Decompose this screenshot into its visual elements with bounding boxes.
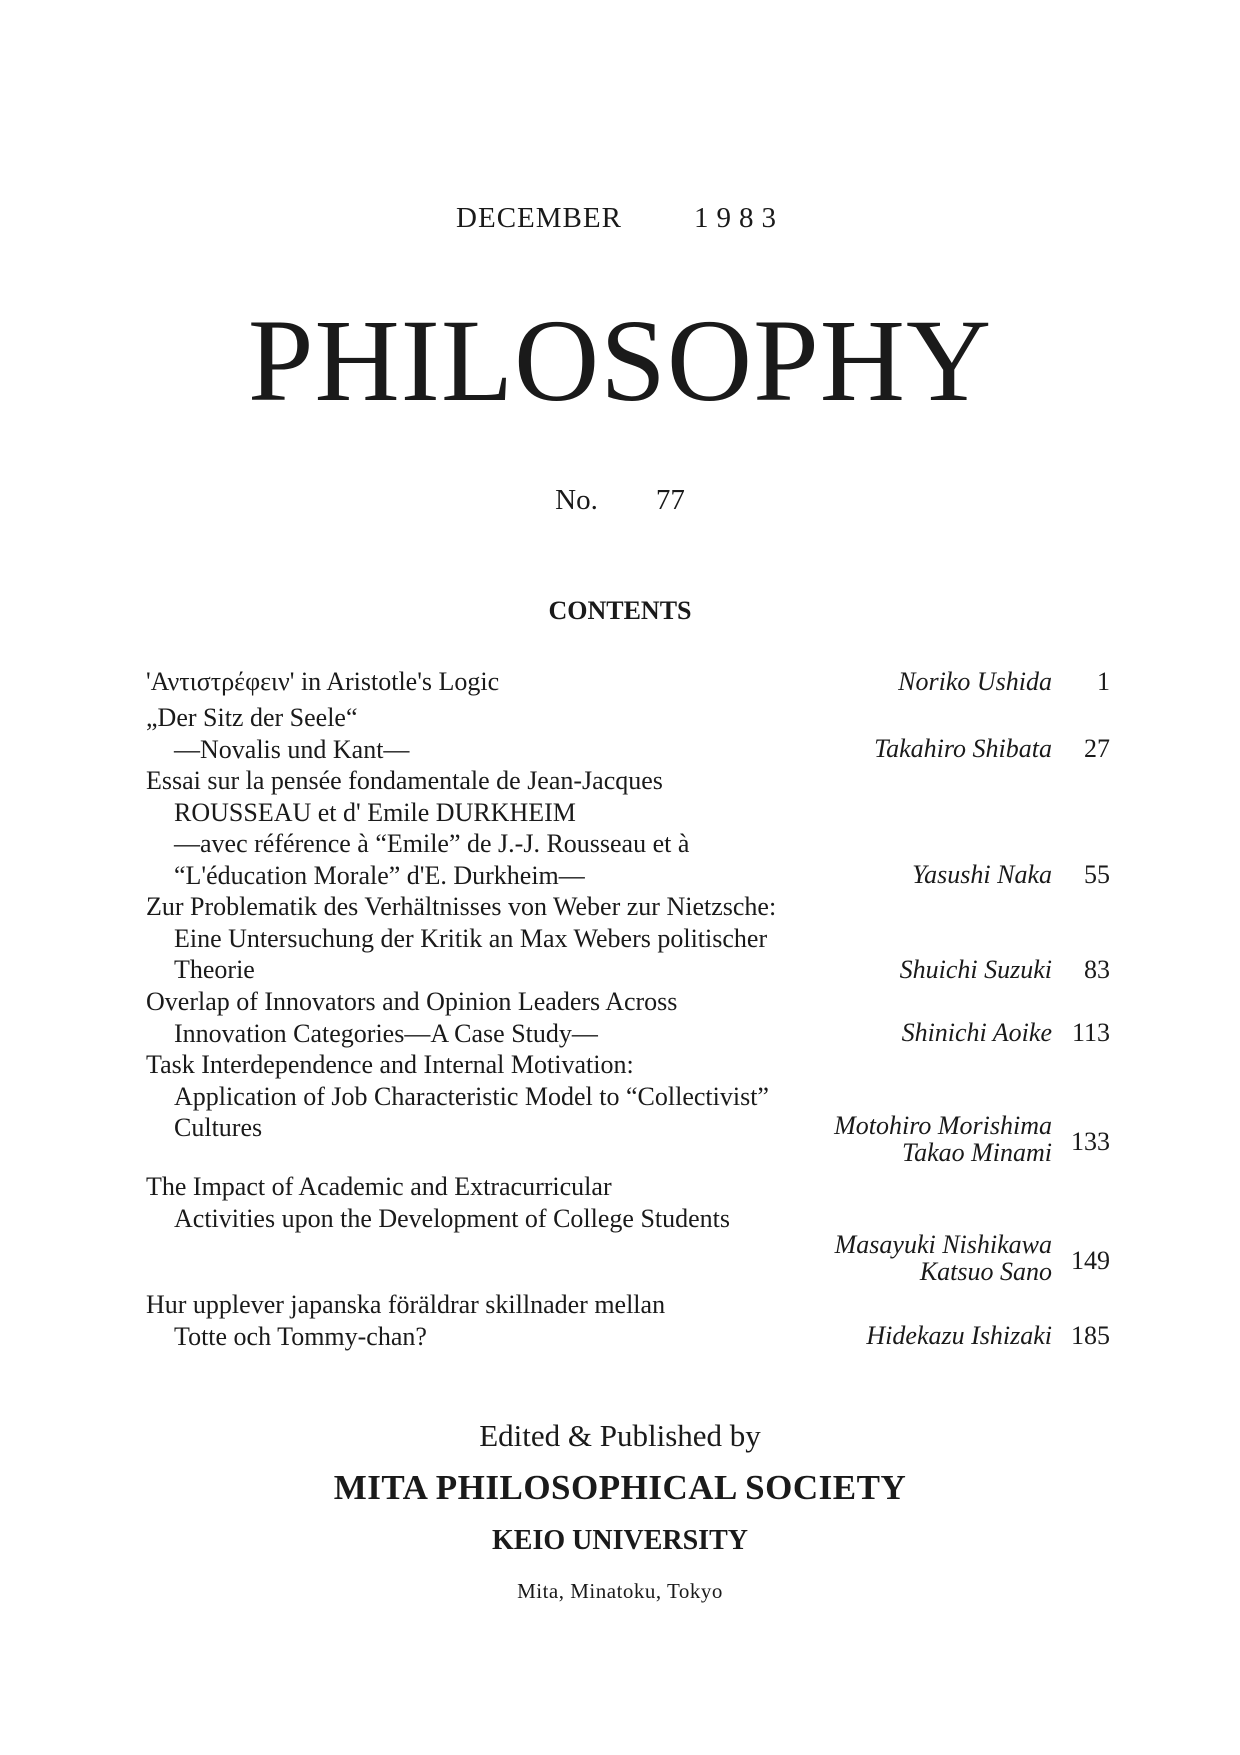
- toc-entry: [146, 1171, 1110, 1289]
- toc-entry: [146, 986, 1110, 1049]
- toc-entry-title-line: Theorie: [174, 955, 255, 984]
- toc-entry-title-line: Eine Untersuchung der Kritik an Max Webers politischer: [174, 923, 768, 953]
- table-of-contents: [146, 666, 1110, 1352]
- toc-entry-title-line: —Novalis und Kant—: [174, 734, 410, 764]
- toc-entry: [146, 765, 1110, 891]
- publisher-society: MITA PHILOSOPHICAL SOCIETY: [333, 1468, 907, 1507]
- journal-title: PHILOSOPHY: [247, 295, 993, 426]
- issue-number-value: 77: [655, 484, 685, 516]
- toc-entry-page: 55: [1084, 860, 1110, 889]
- issue-month: DECEMBER: [456, 202, 622, 234]
- toc-entry-title-line: —avec référence à “Emile” de J.-J. Rousseau et à: [174, 829, 690, 858]
- toc-entry-title-line: „Der Sitz der Seele“: [146, 703, 358, 732]
- toc-entry-author: Shinichi Aoike: [901, 1018, 1052, 1047]
- toc-entry-author: Motohiro Morishima: [834, 1111, 1052, 1140]
- toc-entry: [146, 891, 1110, 986]
- issue-year: 1983: [693, 202, 784, 234]
- toc-entry-title-line: Zur Problematik des Verhältnisses von Weber zur Nietzsche:: [146, 892, 777, 921]
- toc-entry-author: Katsuo Sano: [919, 1257, 1052, 1286]
- toc-entry-author: Takahiro Shibata: [874, 734, 1052, 763]
- toc-entry-title-line: Cultures: [174, 1113, 263, 1142]
- toc-entry-authors: [835, 1231, 1052, 1285]
- toc-entry: [146, 1049, 1110, 1171]
- toc-entry-title-line: Essai sur la pensée fondamentale de Jean-Jacques: [146, 766, 663, 795]
- toc-entry-title-line: Overlap of Innovators and Opinion Leaders Across: [146, 987, 678, 1016]
- toc-entry: [146, 1289, 1110, 1352]
- toc-entry-page: 113: [1071, 1018, 1110, 1047]
- toc-entry-author: Yasushi Naka: [912, 860, 1052, 889]
- toc-entry-title-line: The Impact of Academic and Extracurricular: [146, 1172, 612, 1201]
- issue-number-label: No.: [555, 484, 598, 516]
- toc-entry-author: Takao Minami: [902, 1138, 1052, 1167]
- toc-entry-authors: [834, 1112, 1052, 1166]
- toc-entry-author: Shuichi Suzuki: [899, 955, 1052, 984]
- toc-entry-title-line: 'Αντιστρέφειν' in Aristotle's Logic: [146, 667, 500, 696]
- toc-entry-author: Noriko Ushida: [898, 667, 1052, 696]
- toc-entry-title-line: Application of Job Characteristic Model to “Collectivist”: [174, 1081, 769, 1111]
- issue-date: [0, 202, 1240, 235]
- toc-entry-title-line: “L'éducation Morale” d'E. Durkheim—: [174, 860, 585, 890]
- toc-entry-page: 1: [1097, 667, 1110, 696]
- toc-entry-author: Masayuki Nishikawa: [834, 1230, 1052, 1259]
- toc-entry-page: 149: [1071, 1246, 1110, 1275]
- contents-heading: CONTENTS: [548, 596, 692, 625]
- issue-number: [0, 484, 1240, 517]
- publisher-line: Edited & Published by: [479, 1418, 761, 1453]
- toc-entry-title-line: Task Interdependence and Internal Motivation:: [146, 1050, 634, 1079]
- toc-entry-page: 27: [1084, 734, 1110, 763]
- toc-entry: [146, 702, 1110, 765]
- toc-entry-title-line: ROUSSEAU et d' Emile DURKHEIM: [174, 797, 576, 827]
- publisher-address: Mita, Minatoku, Tokyo: [517, 1579, 723, 1603]
- toc-entry-title-line: Hur upplever japanska föräldrar skillnader mellan: [146, 1290, 666, 1319]
- toc-entry-title-line: Innovation Categories—A Case Study—: [174, 1018, 598, 1048]
- toc-entry-author: Hidekazu Ishizaki: [866, 1321, 1052, 1350]
- toc-entry-title-line: Totte och Tommy-chan?: [174, 1321, 427, 1351]
- publisher-university: KEIO UNIVERSITY: [492, 1525, 748, 1556]
- toc-entry-title-line: Activities upon the Development of College Students: [174, 1203, 731, 1233]
- toc-entry: [146, 666, 1110, 702]
- toc-entry-page: 133: [1071, 1127, 1110, 1156]
- toc-entry-page: 83: [1084, 955, 1110, 984]
- toc-entry-page: 185: [1071, 1321, 1110, 1350]
